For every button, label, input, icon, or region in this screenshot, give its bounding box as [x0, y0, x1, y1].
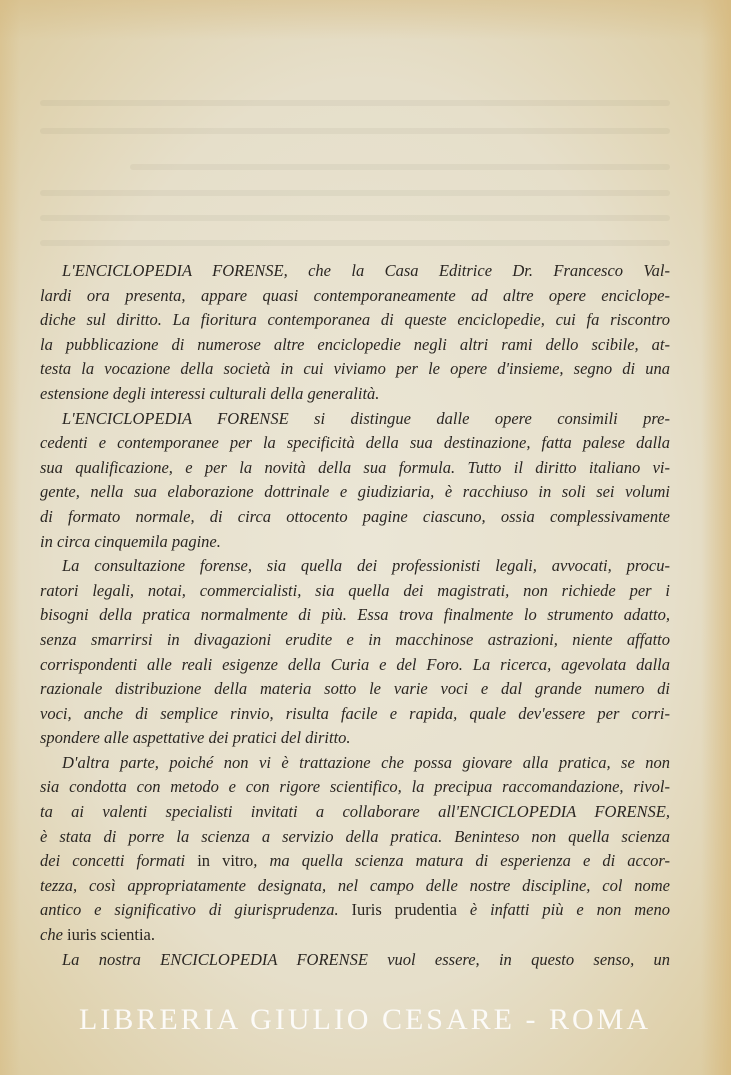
text-segment: razionale distribuzione della materia sotto le varie voci e dal grande numero di — [40, 679, 670, 699]
bleed-through-line — [40, 128, 670, 134]
text-line — [40, 677, 670, 702]
text-line — [40, 898, 670, 923]
bleed-through-line — [130, 164, 670, 170]
text-segment: in circa cinquemila pagine. — [40, 531, 221, 551]
text-segment: gente, nella sua elaborazione dottrinale e giudiziaria, è racchiuso in soli sei volumi — [40, 482, 670, 502]
text-segment: ta ai valenti specialisti invitati a collaborare all'ENCICLOPEDIA FORENSE, — [40, 802, 670, 822]
text-segment: L'ENCICLOPEDIA FORENSE si distingue dalle opere consimili pre- — [62, 408, 670, 428]
text-line — [40, 480, 670, 505]
text-segment: spondere alle aspettative dei pratici del diritto. — [40, 728, 351, 748]
text-segment: , ma quella scienza matura di esperienza e di accor- — [253, 851, 670, 871]
text-segment: che — [40, 925, 68, 945]
text-segment: sia condotta con metodo e con rigore scientifico, la precipua raccomandazione, rivol- — [40, 777, 670, 797]
body-text — [40, 259, 670, 972]
text-line — [40, 284, 670, 309]
text-line — [40, 751, 670, 776]
text-line — [40, 653, 670, 678]
text-segment: cedenti e contemporanee per la specificità della sua destinazione, fatta palese dalla — [40, 433, 670, 453]
text-segment: iuris scientia. — [67, 925, 156, 945]
text-segment: dei concetti formati — [40, 851, 198, 871]
text-segment: Iuris prudentia — [351, 900, 457, 920]
bleed-through-line — [40, 190, 670, 196]
text-line — [40, 948, 670, 973]
page-edge-top — [0, 0, 731, 40]
text-line — [40, 431, 670, 456]
text-line — [40, 825, 670, 850]
text-segment: in vitro — [197, 851, 254, 871]
text-line — [40, 628, 670, 653]
text-line — [40, 874, 670, 899]
text-line — [40, 849, 670, 874]
text-segment: ratori legali, notai, commercialisti, sia quella dei magistrati, non richiede per i — [40, 580, 670, 600]
text-line — [40, 579, 670, 604]
text-segment: la pubblicazione di numerose altre enciclopedie negli altri rami dello scibile, at- — [40, 334, 670, 354]
watermark: LIBRERIA GIULIO CESARE - ROMA — [79, 1003, 651, 1036]
text-line — [40, 333, 670, 358]
text-segment: estensione degli interessi culturali della generalità. — [40, 383, 380, 403]
text-segment: di formato normale, di circa ottocento pagine ciascuno, ossia complessivamente — [40, 506, 670, 526]
text-line — [40, 530, 670, 555]
page-edge-right — [701, 0, 731, 1075]
text-segment: L'ENCICLOPEDIA FORENSE, che la Casa Editrice Dr. Francesco Val- — [62, 261, 670, 280]
text-segment: bisogni della pratica normalmente di più. Essa trova finalmente lo strumento adatto, — [40, 605, 670, 625]
text-line — [40, 726, 670, 751]
text-segment: antico e significativo di giurisprudenza. — [40, 900, 352, 920]
text-segment: La consultazione forense, sia quella dei professionisti legali, avvocati, procu- — [62, 556, 670, 576]
text-segment: senza smarrirsi in divagazioni erudite e in macchinose astrazioni, niente affatto — [40, 629, 670, 649]
text-segment: è stata di porre la scienza a servizio della pratica. Beninteso non quella scienza — [40, 826, 670, 846]
text-segment: lardi ora presenta, appare quasi contemporaneamente ad altre opere enciclope- — [40, 285, 670, 305]
text-line — [40, 800, 670, 825]
text-line — [40, 554, 670, 579]
text-line — [40, 702, 670, 727]
text-line — [40, 407, 670, 432]
bleed-through-line — [40, 240, 670, 246]
text-segment: sua qualificazione, e per la novità della sua formula. Tutto il diritto italiano vi- — [40, 457, 670, 477]
text-line — [40, 923, 670, 948]
text-line — [40, 456, 670, 481]
text-segment: La nostra ENCICLOPEDIA FORENSE vuol essere, in questo senso, un — [62, 949, 670, 969]
text-segment: è infatti più e non meno — [456, 900, 670, 920]
text-line — [40, 775, 670, 800]
page-edge-left — [0, 0, 20, 1075]
text-line — [40, 603, 670, 628]
text-segment: corrispondenti alle reali esigenze della Curia e del Foro. La ricerca, agevolata dalla — [40, 654, 670, 674]
text-segment: voci, anche di semplice rinvio, risulta facile e rapida, quale dev'essere per corri- — [40, 703, 670, 723]
text-line — [40, 382, 670, 407]
bleed-through-line — [40, 215, 670, 221]
bleed-through-line — [40, 100, 670, 106]
text-line — [40, 308, 670, 333]
text-segment: diche sul diritto. La fioritura contemporanea di queste enciclopedie, cui fa riscontro — [40, 310, 670, 330]
text-line — [40, 259, 670, 284]
text-line — [40, 357, 670, 382]
text-segment: D'altra parte, poiché non vi è trattazione che possa giovare alla pratica, se non — [62, 752, 670, 772]
text-line — [40, 505, 670, 530]
text-segment: testa la vocazione della società in cui viviamo per le opere d'insieme, segno di una — [40, 359, 670, 379]
text-segment: tezza, così appropriatamente designata, nel campo delle nostre discipline, col nome — [40, 875, 670, 895]
